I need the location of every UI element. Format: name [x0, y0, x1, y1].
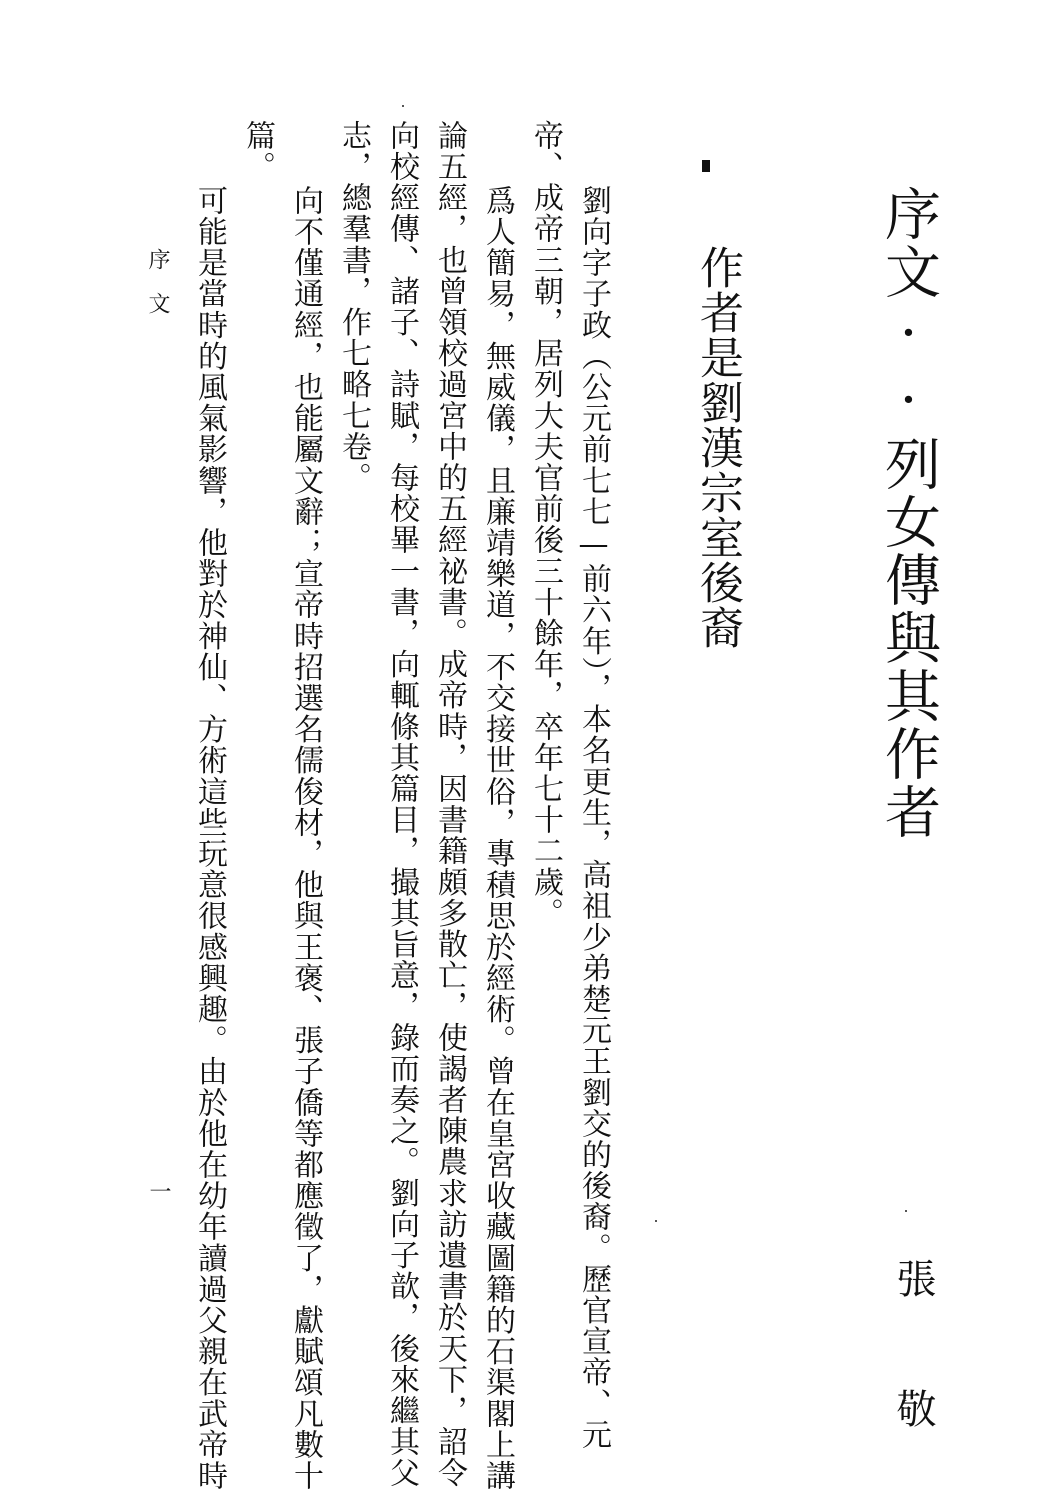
page-number: 一 — [146, 1180, 171, 1202]
page-title: 序文··列女傳與其作者 — [876, 185, 941, 841]
scan-speck — [655, 1220, 657, 1222]
paragraph-line: 帝、成帝三朝，居列大夫官前後三十餘年，卒年七十二歲。 — [528, 120, 563, 929]
paragraph-line: 篇。 — [240, 120, 275, 183]
paragraph-line: 向不僅通經，也能屬文辭；宣帝時招選名儒俊材，他與王褒、張子僑等都應徵了，獻賦頌凡數十 — [288, 185, 323, 1492]
section-bullet — [702, 160, 710, 172]
paragraph-line: 志，總羣書，作七略七卷。 — [336, 120, 371, 494]
author-name: 張 敬 — [890, 1258, 936, 1450]
running-head: 序文 — [145, 248, 170, 336]
paragraph-line: 論五經，也曾領校過宮中的五經祕書。成帝時，因書籍頗多散亡，使謁者陳農求訪遺書於天下，詔令 — [432, 120, 467, 1489]
scan-speck — [402, 105, 404, 107]
paragraph-line: 可能是當時的風氣影響，他對於神仙、方術這些玩意很感興趣。由於他在幼年讀過父親在武帝時 — [192, 185, 227, 1492]
scan-speck — [905, 1210, 907, 1212]
paragraph-line: 向校經傳、諸子、詩賦，每校畢一書，向輒條其篇目，撮其旨意，錄而奏之。劉向子歆，後來繼其父 — [384, 120, 419, 1489]
paragraph-line: 爲人簡易，無威儀，且廉靖樂道，不交接世俗，專積思於經術。曾在皇宮收藏圖籍的石渠閣上講 — [480, 185, 515, 1492]
paragraph-line: 劉向字子政（公元前七七—前六年），本名更生，高祖少弟楚元王劉交的後裔。歷官宣帝、元 — [576, 185, 611, 1451]
section-heading: 作者是劉漢宗室後裔 — [692, 245, 743, 650]
